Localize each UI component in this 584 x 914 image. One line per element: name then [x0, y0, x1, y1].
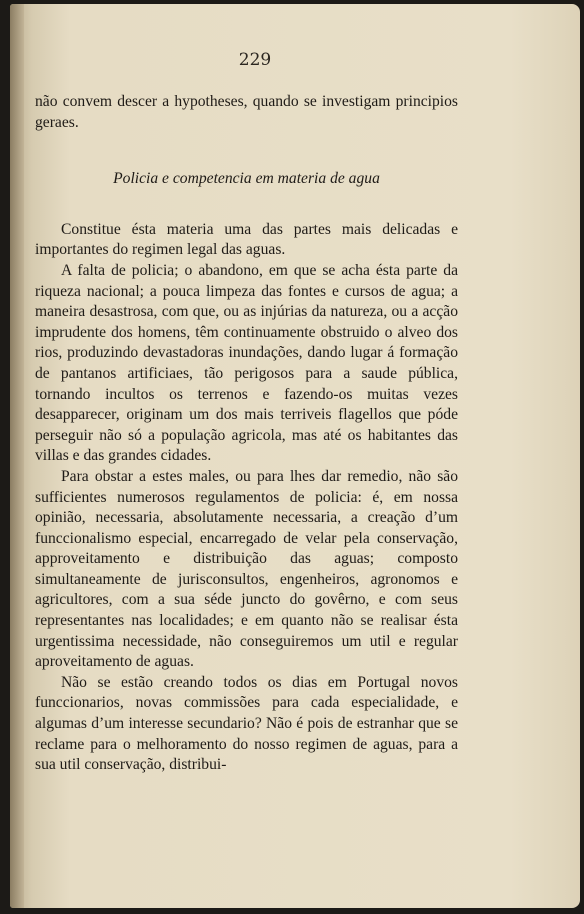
book-gutter — [10, 4, 24, 908]
book-page — [10, 4, 580, 908]
section-heading: Policia e competencia em materia de agua — [113, 170, 380, 188]
paragraph: Não se estão creando todos os dias em Portugal novos funccionarios, novas commissões para cada especialidade, e algumas d’um interesse secundario? Não é pois de estranhar que se reclame para o melhoramento do nosso regimen de aguas, para a sua util conservação, distribui- — [35, 673, 458, 774]
page-text — [35, 92, 458, 776]
lead-paragraph: não convem descer a hypotheses, quando se investigam principios geraes. — [35, 93, 458, 131]
paragraph: A falta de policia; o abandono, em que se acha ésta parte da riqueza nacional; a pouca limpeza das fontes e cursos de agua; a maneira desastrosa, com que, ou as injúrias da natureza, ou a acção imprudente dos homens, têm continuamente obstruido o alveo dos rios, produzindo devastadoras inundações, dando lugar á formação de pantanos artificiaes, tão perigosos para a saude pública, tornando incultos os terrenos e fazendo-os muitas vezes desapparecer, originam um dos mais terriveis flagellos que póde perseguir não só a população agricola, mas até os habitantes das villas e das grandes cidades. — [35, 261, 458, 465]
page-number: 229 — [238, 50, 272, 70]
paragraph: Para obstar a estes males, ou para lhes dar remedio, não são sufficientes numerosos regulamentos de policia: é, em nossa opinião, necessaria, absolutamente necessaria, a creação d’um funccionalismo especial, encarregado de velar pela conservação, approveitamento e distribuição das aguas; composto simultaneamente de jurisconsultos, engenheiros, agronomos e agricultores, com a sua séde juncto do govêrno, e com seus representantes nas localidades; e em quanto não se realisar ésta urgentissima necessidade, não conseguiremos um util e regular aproveitamento de aguas. — [35, 467, 458, 671]
paragraph: Constitue ésta materia uma das partes mais delicadas e importantes do regimen legal das aguas. — [35, 220, 458, 259]
